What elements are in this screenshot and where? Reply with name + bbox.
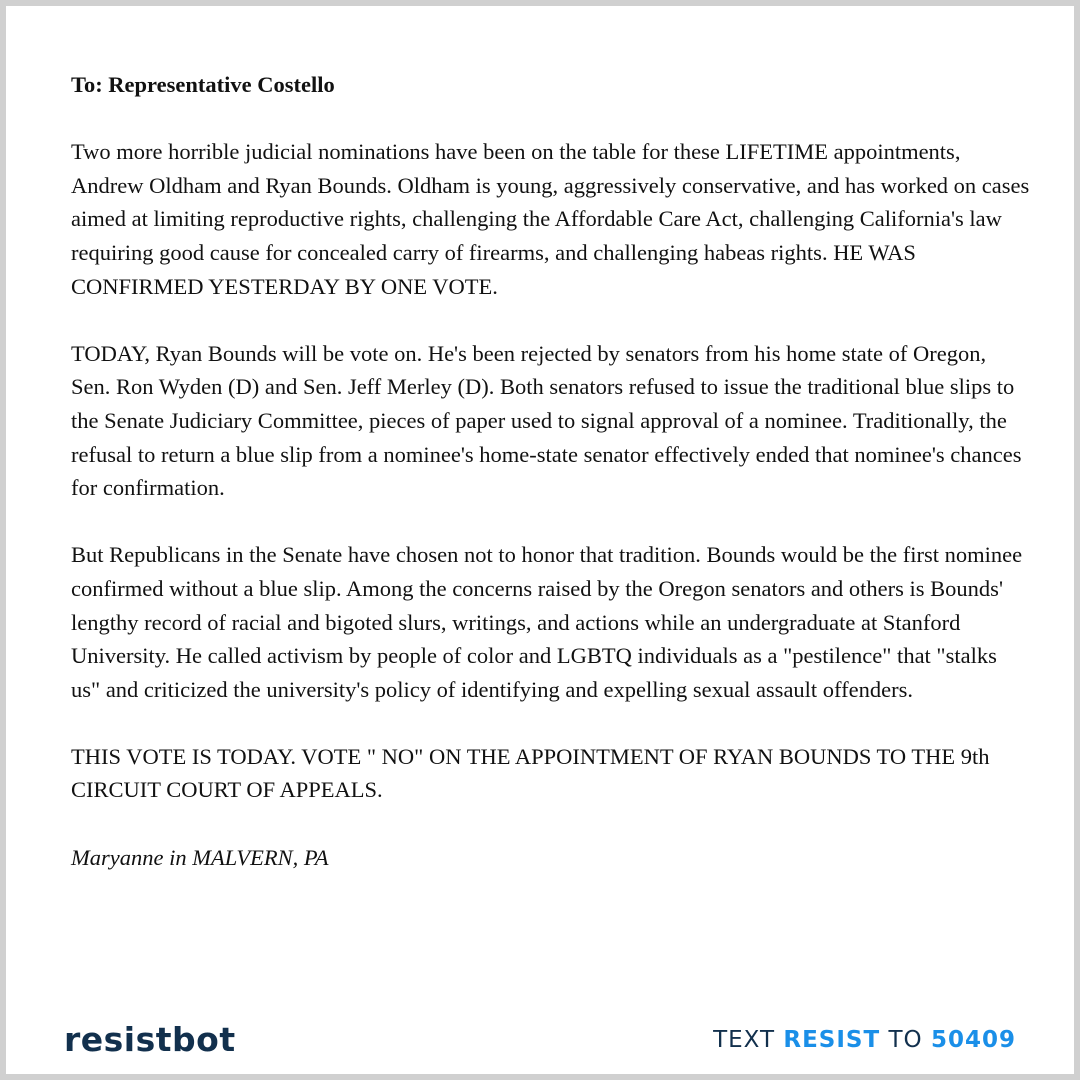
letter-body: [71, 68, 1031, 908]
cta-number: 50409: [930, 1027, 1016, 1053]
cta-text: TEXT: [713, 1027, 776, 1053]
call-to-action: [713, 1016, 1016, 1064]
letter-paragraph-4: THIS VOTE IS TODAY. VOTE " NO" ON THE APPOINTMENT OF RYAN BOUNDS TO THE 9th CIRCUIT COURT OF APPEALS.: [71, 743, 990, 803]
cta-to: TO: [888, 1027, 923, 1053]
cta-keyword: RESIST: [783, 1027, 881, 1053]
letter-paragraph-1: Two more horrible judicial nominations have been on the table for these LIFETIME appointments, Andrew Oldham and Ryan Bounds. Oldham is young, aggressively conservative, and has worked on cases aimed at limiting reproductive rights, challenging the Affordable Care Act, challenging California's law requiring good cause for concealed carry of firearms, and challenging habeas rights. HE WAS CONFIRMED YESTERDAY BY ONE VOTE.: [71, 139, 1030, 299]
resistbot-logo: resistbot: [64, 1020, 236, 1059]
footer: [64, 1016, 1016, 1064]
letter-paragraph-2: TODAY, Ryan Bounds will be vote on. He's been rejected by senators from his home state of Oregon, Sen. Ron Wyden (D) and Sen. Jeff Merley (D). Both senators refused to issue the traditional blue slips to the Senate Judiciary Committee, pieces of paper used to signal approval of a nominee. Traditionally, the refusal to return a blue slip from a nominee's home-state senator effectively ended that nominee's chances for confirmation.: [71, 340, 1022, 501]
letter-paragraph-3: But Republicans in the Senate have chosen not to honor that tradition. Bounds would be the first nominee confirmed without a blue slip. Among the concerns raised by the Oregon senators and others is Bounds' lengthy record of racial and bigoted slurs, writings, and actions while an undergraduate at Stanford University. He called activism by people of color and LGBTQ individuals as a "pestilence" that "stalks us" and criticized the university's policy of identifying and expelling sexual assault offenders.: [71, 542, 1023, 702]
signature: Maryanne in MALVERN, PA: [71, 844, 329, 870]
recipient-line: To: Representative Costello: [71, 72, 335, 97]
